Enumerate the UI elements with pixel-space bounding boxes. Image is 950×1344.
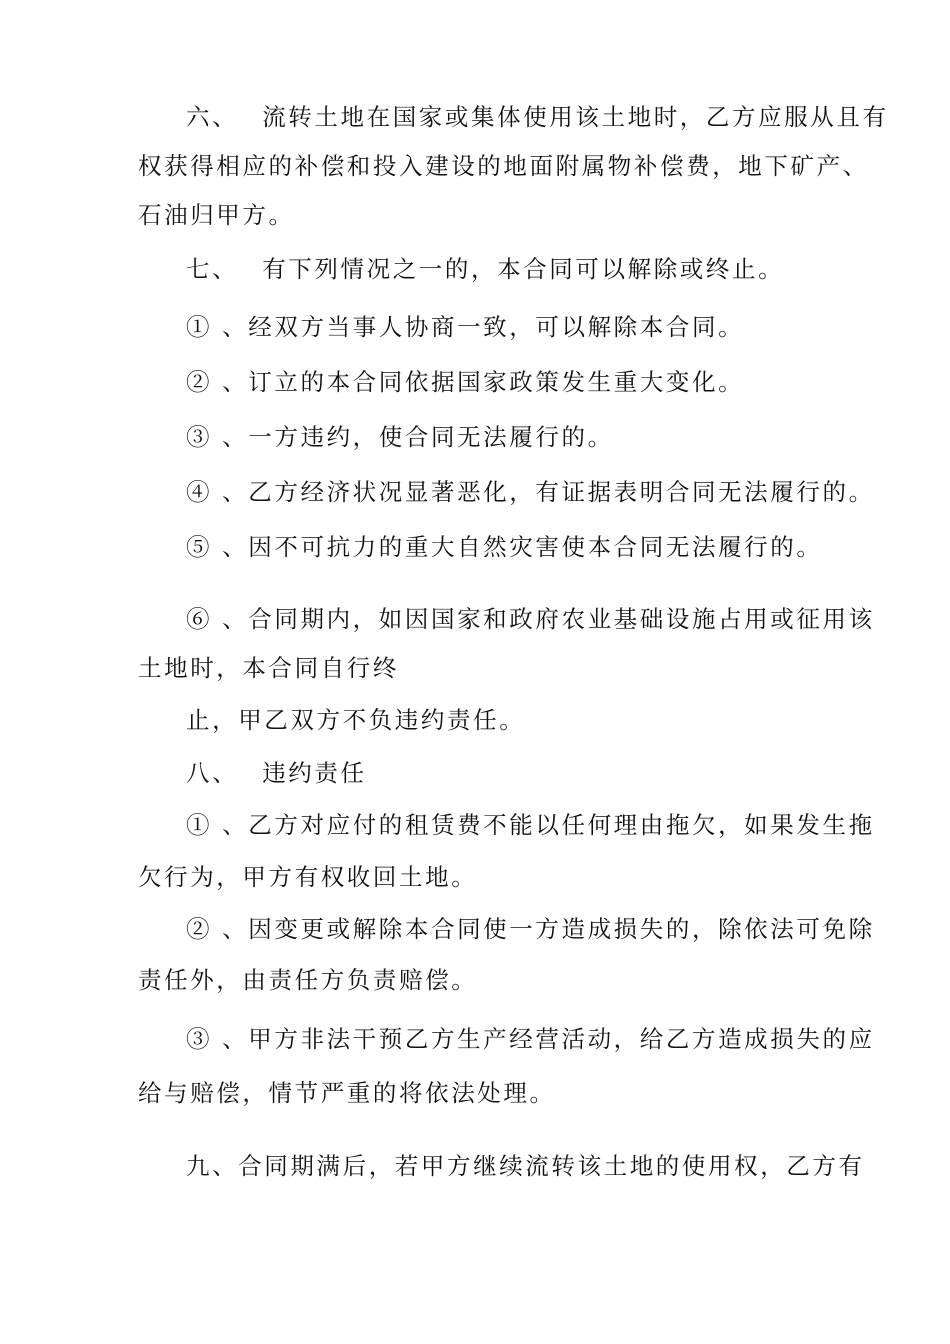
- clause-7-item-5: ⑤ 、因不可抗力的重大自然灾害使本合同无法履行的。: [186, 533, 823, 561]
- clause-number: 八、: [186, 759, 239, 787]
- clause-6-line-1: [186, 102, 889, 132]
- clause-text: 有下列情况之一的，本合同可以解除或终止。: [262, 255, 785, 283]
- clause-7-item-4: ④ 、乙方经济状况显著恶化，有证据表明合同无法履行的。: [186, 478, 875, 506]
- clause-7-heading: [186, 254, 886, 284]
- clause-8-heading: [186, 758, 886, 788]
- clause-7-item-6-line-2: 土地时，本合同自行终: [138, 654, 399, 682]
- clause-8-item-2-line-1: ② 、因变更或解除本合同使一方造成损失的，除依法可免除: [186, 915, 875, 943]
- clause-8-item-3-line-2: 给与赔偿，情节严重的将依法处理。: [138, 1079, 556, 1107]
- clause-number: 六、: [186, 103, 239, 131]
- clause-8-item-2-line-2: 责任外，由责任方负责赔偿。: [138, 966, 478, 994]
- clause-number: 七、: [186, 255, 239, 283]
- clause-text: 违约责任: [262, 759, 367, 787]
- clause-text: 流转土地在国家或集体使用该土地时，乙方应服从且有: [262, 103, 889, 131]
- clause-6-line-2: 权获得相应的补偿和投入建设的地面附属物补偿费，地下矿产、: [138, 152, 869, 180]
- clause-7-item-2: ② 、订立的本合同依据国家政策发生重大变化。: [186, 368, 745, 396]
- clause-6-line-3: 石油归甲方。: [138, 201, 295, 229]
- clause-7-item-3: ③ 、一方违约，使合同无法履行的。: [186, 423, 614, 451]
- clause-8-item-1-line-2: 欠行为，甲方有权收回土地。: [138, 863, 478, 891]
- clause-9-line-1: 九、合同期满后，若甲方继续流转该土地的使用权，乙方有: [186, 1152, 865, 1180]
- clause-8-item-1-line-1: ① 、乙方对应付的租赁费不能以任何理由拖欠，如果发生拖: [186, 811, 875, 839]
- clause-7-item-6-line-3: 止，甲乙双方不负违约责任。: [186, 706, 526, 734]
- clause-7-item-1: ① 、经双方当事人协商一致，可以解除本合同。: [186, 313, 745, 341]
- clause-8-item-3-line-1: ③ 、甲方非法干预乙方生产经营活动，给乙方造成损失的应: [186, 1025, 875, 1053]
- clause-7-item-6-line-1: ⑥ 、合同期内，如因国家和政府农业基础设施占用或征用该: [186, 605, 875, 633]
